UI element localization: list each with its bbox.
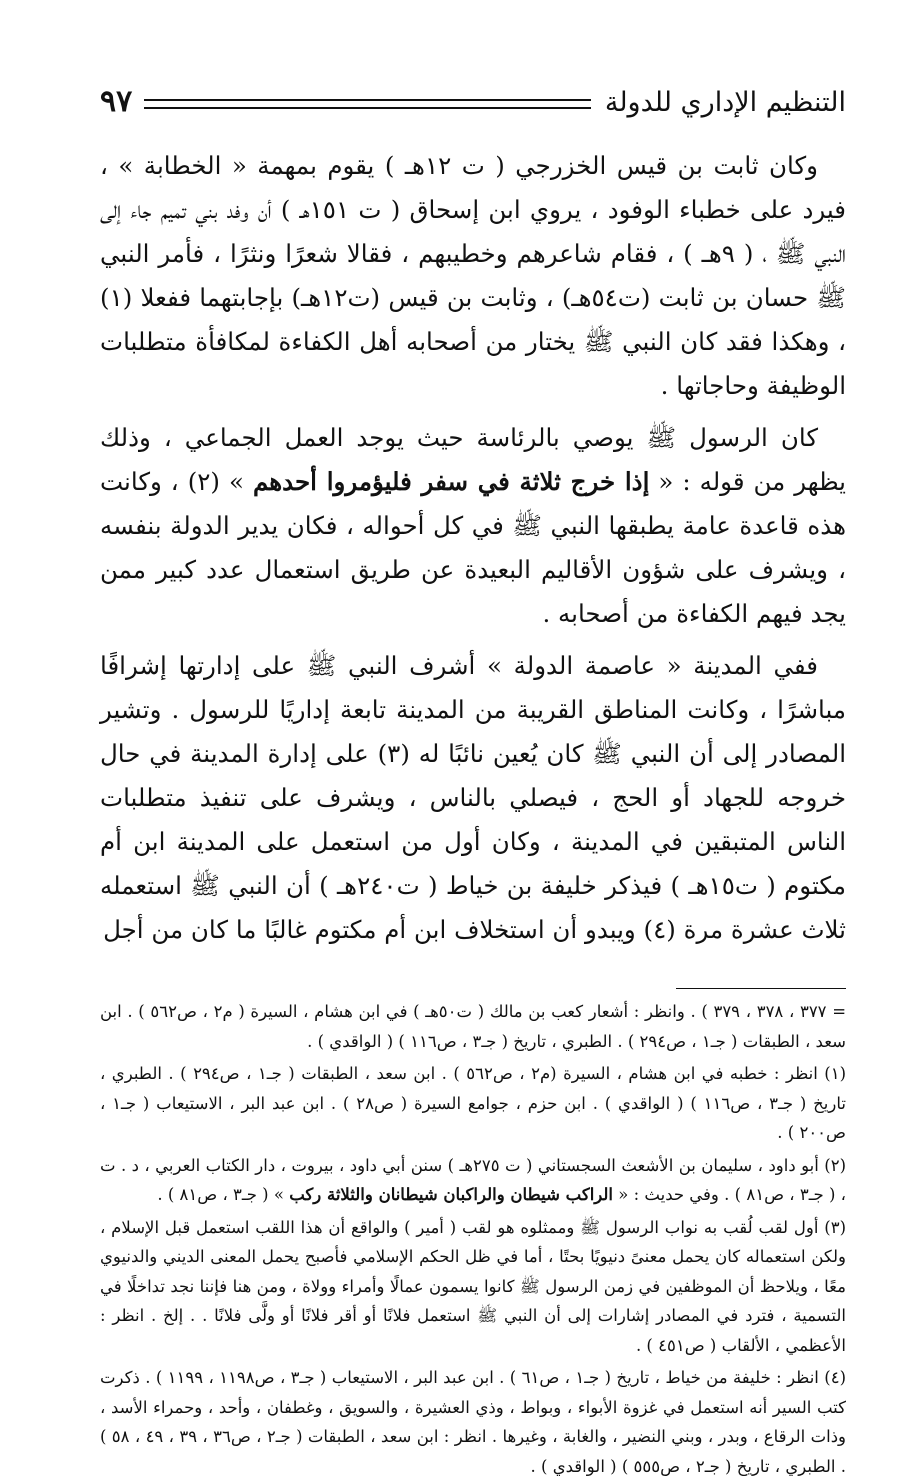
footnote-2-start: (٢) أبو داود ، سليمان بن الأشعث السجستاني ( ت ٢٧٥هـ ) سنن أبي داود ، بيروت ، دار الكتاب العربي ، د . ت ، ( جـ٣ ، ص٨١ ) . وفي حديث : « [100, 1155, 846, 1204]
footnote-3: (٣) أول لقب لُقب به نواب الرسول ﷺ وممثلوه هو لقب ( أمير ) والواقع أن هذا اللقب استعمل قبل الإسلام ، ولكن استعماله كان يحمل معنىً دنيويًا بحتًا ، أما في ظل الحكم الإسلامي فأصبح يحمل المعنى الديني والدنيوي معًا ، ويلاحظ أن الموظفين في زمن الرسول ﷺ كانوا يسمون عمالًا وأمراء وولاة ، ومن هنا فإننا نجد تداخلًا في التسمية ، فترد في المصادر إشارات إلى أن النبي ﷺ استعمل فلانًا أو أقر فلانًا أو ولَّى فلانًا . . إلخ . انظر : الأعظمي ، الألقاب ( ص٤٥١ ) . [100, 1217, 846, 1355]
footnote-separator [676, 988, 846, 989]
paragraph-3: ففي المدينة « عاصمة الدولة » أشرف النبي ﷺ على إدارتها إشرافًا مباشرًا ، وكانت المناطق القريبة من المدينة تابعة إداريًا للرسول . وتشير المصادر إلى أن النبي ﷺ كان يُعين نائبًا له (٣) على إدارة المدينة في حال خروجه للجهاد أو الحج ، فيصلي بالناس ، ويشرف على تنفيذ متطلبات الناس المتبقين في المدينة ، وكان أول من استعمل على المدينة ابن أم مكتوم ( ت١٥هـ ) فيذكر خليفة بن خياط ( ت٢٤٠هـ ) أن النبي ﷺ استعمله ثلاث عشرة مرة (٤) ويبدو أن استخلاف ابن أم مكتوم غالبًا ما كان من أجل [100, 651, 847, 944]
paragraph-2-start: كان الرسول ﷺ يوصي بالرئاسة حيث يوجد العمل الجماعي ، وذلك يظهر من قوله : « [100, 423, 846, 496]
footnote-continuation: = ٣٧٧ ، ٣٧٨ ، ٣٧٩ ) . وانظر : أشعار كعب بن مالك ( ت٥٠هـ ) في ابن هشام ، السيرة ( م٢ ، ص٥٦٢ ) . ابن سعد ، الطبقات ( جـ١ ، ص٢٩٤ ) . الطبري ، تاريخ ( جـ٣ ، ص١١٦ ) ( الواقدي ) . [100, 1002, 847, 1051]
paragraph-1: وكان ثابت بن قيس الخزرجي ( ت ١٢هـ ) يقوم بمهمة « الخطابة » ، فيرد على خطباء الوفود ، يروي ابن إسحاق ( ت ١٥١هـ ) أن وفد بني تميم جاء إلى النبي ﷺ ، ( ٩هـ ) ، فقام شاعرهم وخطيبهم ، فقالا شعرًا ونثرًا ، فأمر النبي ﷺ حسان بن ثابت (ت٥٤هـ) ، وثابت بن قيس (ت١٢هـ) بإجابتهما ففعلا (١) ، وهكذا فقد كان النبي ﷺ يختار من أصحابه أهل الكفاءة لمكافأة متطلبات الوظيفة وحاجاتها . [100, 151, 847, 400]
header-double-rule [144, 99, 591, 109]
header-title: التنظيم الإداري للدولة [604, 86, 846, 118]
page-number: ٩٧ [100, 84, 133, 119]
hadith-quote: إذا خرج ثلاثة في سفر فليؤمروا أحدهم [252, 467, 650, 496]
running-header [100, 80, 846, 124]
main-text [100, 144, 846, 952]
footnote-2 [100, 1151, 846, 1210]
paragraph-2 [100, 416, 846, 636]
footnote-2-end: » ( جـ٣ ، ص٨١ ) . [157, 1185, 284, 1204]
book-page [100, 80, 847, 1476]
footnote-4: (٤) انظر : خليفة من خياط ، تاريخ ( جـ١ ، ص٦١ ) . ابن عبد البر ، الاستيعاب ( جـ٣ ، ص١١٩٨ ، ١١٩٩ ) . ذكرت كتب السير أنه استعمل في غزوة الأبواء ، وبواط ، وذي العشيرة ، والسويق ، وغطفان ، وأحد ، وحمراء الأسد ، وذات الرقاع ، وبدر ، وبني النضير ، والغابة ، وغيرها . انظر : ابن سعد ، الطبقات ( جـ٢ ، ص٣٦ ، ٣٩ ، ٤٩ ، ٥٨ ) . الطبري ، تاريخ ( جـ٢ ، ص٥٥٥ ) ( الواقدي ) . [100, 1368, 847, 1476]
paragraph-2-end: » (٢) ، وكانت هذه قاعدة عامة يطبقها النبي ﷺ في كل أحواله ، فكان يدير الدولة بنفسه ، ويشرف على شؤون الأقاليم البعيدة عن طريق استعمال عدد كبير ممن يجد فيهم الكفاءة من أصحابه . [100, 467, 846, 628]
footnotes [100, 997, 846, 1481]
footnote-2-hadith: الراكب شيطان والراكبان شيطانان والثلاثة ركب [289, 1185, 613, 1204]
footnote-1: (١) انظر : خطبه في ابن هشام ، السيرة (م٢ ، ص٥٦٢ ) . ابن سعد ، الطبقات ( جـ١ ، ص٢٩٤ ) . الطبري ، تاريخ ( جـ٣ ، ص١١٦ ) ( الواقدي ) . ابن حزم ، جوامع السيرة ( ص٢٨ ) . ابن عبد البر ، الاستيعاب ( جـ١ ، ص٢٠٠ ) . [100, 1064, 847, 1142]
